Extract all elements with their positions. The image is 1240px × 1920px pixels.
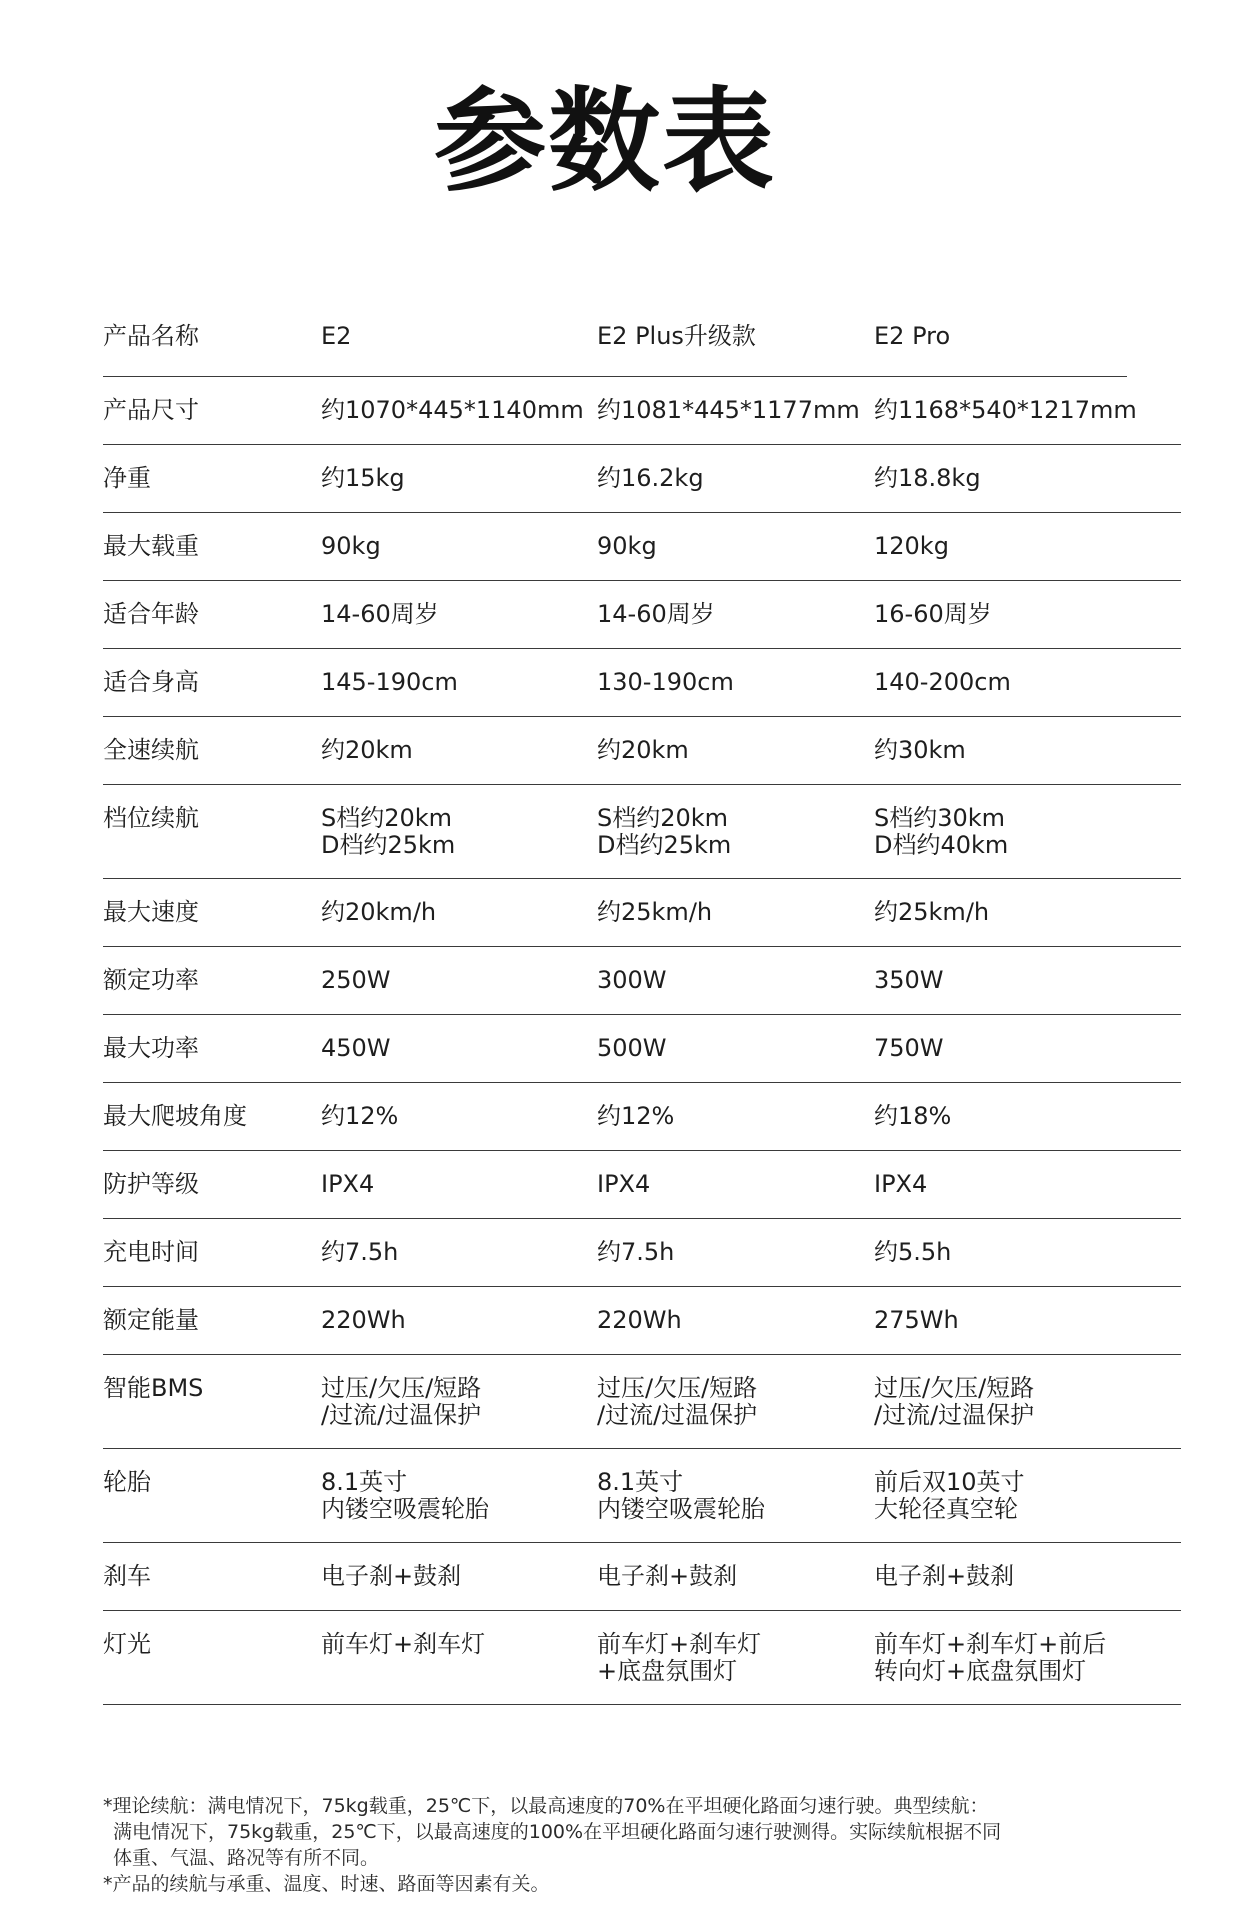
value-e2: 220Wh [321, 1306, 406, 1334]
value-e2-plus [597, 1631, 761, 1685]
value-e2: 约15kg [321, 464, 405, 492]
column-header-e2-pro: E2 Pro [874, 322, 951, 350]
row-label: 最大爬坡角度 [103, 1102, 247, 1130]
value-e2-plus: 220Wh [597, 1306, 682, 1334]
table-row [103, 1449, 1181, 1543]
table-row [103, 581, 1181, 649]
value-e2: 145-190cm [321, 668, 458, 696]
value-e2-plus [597, 1469, 765, 1523]
value-e2-pro: 约30km [874, 736, 966, 764]
table-row [103, 1219, 1181, 1287]
value-e2-pro: 约25km/h [874, 898, 990, 926]
value-line: S档约20km [597, 804, 729, 832]
table-row [103, 1611, 1181, 1705]
row-label: 额定能量 [103, 1306, 199, 1334]
value-e2-plus: IPX4 [597, 1170, 651, 1198]
table-row [103, 879, 1181, 947]
value-line: 内镂空吸震轮胎 [321, 1495, 489, 1523]
value-e2 [321, 805, 455, 859]
value-e2-plus [597, 1375, 757, 1429]
value-e2-pro: 750W [874, 1034, 944, 1062]
row-label: 档位续航 [103, 804, 199, 832]
value-line: 过压/欠压/短路 [874, 1374, 1035, 1402]
value-e2: IPX4 [321, 1170, 375, 1198]
row-label: 防护等级 [103, 1170, 199, 1198]
value-line: D档约40km [874, 831, 1009, 859]
value-line: 转向灯+底盘氛围灯 [874, 1657, 1087, 1685]
table-row [103, 785, 1181, 879]
value-e2: 250W [321, 966, 391, 994]
row-label: 净重 [103, 464, 151, 492]
row-label: 产品名称 [103, 322, 199, 350]
row-label: 全速续航 [103, 736, 199, 764]
value-e2-pro: 350W [874, 966, 944, 994]
value-e2-pro: IPX4 [874, 1170, 928, 1198]
value-e2-plus: 14-60周岁 [597, 600, 715, 628]
value-e2: 约1070*445*1140mm [321, 396, 584, 424]
table-row [103, 1355, 1181, 1449]
value-e2: 约12% [321, 1102, 399, 1130]
value-e2: 450W [321, 1034, 391, 1062]
value-line: 前后双10英寸 [874, 1468, 1025, 1496]
value-e2-pro: 140-200cm [874, 668, 1011, 696]
value-e2-pro [874, 1469, 1025, 1523]
row-label: 充电时间 [103, 1238, 199, 1266]
value-e2: 约20km [321, 736, 413, 764]
value-e2: 电子刹+鼓刹 [321, 1562, 462, 1590]
row-label: 智能BMS [103, 1374, 204, 1402]
value-e2-pro [874, 1375, 1034, 1429]
value-line: 前车灯+刹车灯 [597, 1630, 762, 1658]
value-line: /过流/过温保护 [597, 1401, 758, 1429]
value-line: S档约20km [321, 804, 453, 832]
table-row [103, 1083, 1181, 1151]
value-e2-plus: 约20km [597, 736, 689, 764]
value-e2: 约7.5h [321, 1238, 399, 1266]
value-e2-plus: 电子刹+鼓刹 [597, 1562, 738, 1590]
row-label: 刹车 [103, 1562, 151, 1590]
value-line: 内镂空吸震轮胎 [597, 1495, 765, 1523]
value-e2-plus: 约16.2kg [597, 464, 704, 492]
row-label: 最大功率 [103, 1034, 199, 1062]
footnote-line: 体重、气温、路况等有所不同。 [113, 1847, 380, 1869]
value-line: S档约30km [874, 804, 1006, 832]
value-line: 8.1英寸 [597, 1468, 684, 1496]
value-line: 8.1英寸 [321, 1468, 408, 1496]
column-header-e2-plus: E2 Plus升级款 [597, 322, 756, 350]
value-e2-pro: 约5.5h [874, 1238, 952, 1266]
page-title: 参数表 [434, 77, 776, 207]
value-e2-plus: 约7.5h [597, 1238, 675, 1266]
footnote [103, 1793, 1183, 1897]
table-row [103, 1151, 1181, 1219]
value-e2-pro [874, 1631, 1106, 1685]
table-row [103, 377, 1181, 445]
value-e2-pro: 120kg [874, 532, 949, 560]
spec-table [103, 303, 1181, 1705]
value-e2-pro: 16-60周岁 [874, 600, 992, 628]
value-e2-plus [597, 805, 731, 859]
value-line: 过压/欠压/短路 [597, 1374, 758, 1402]
value-e2-plus: 约1081*445*1177mm [597, 396, 860, 424]
value-line: /过流/过温保护 [321, 1401, 482, 1429]
value-e2-pro: 约1168*540*1217mm [874, 396, 1137, 424]
value-e2-plus: 300W [597, 966, 667, 994]
footnote-line: 满电情况下，75kg载重，25℃下，以最高速度的100%在平坦硬化路面匀速行驶测得。实际续航根据不同 [113, 1821, 1002, 1843]
row-label: 最大速度 [103, 898, 199, 926]
table-row [103, 947, 1181, 1015]
column-header-e2: E2 [321, 322, 352, 350]
value-e2: 约20km/h [321, 898, 437, 926]
row-label: 灯光 [103, 1630, 151, 1658]
value-line: 过压/欠压/短路 [321, 1374, 482, 1402]
value-e2 [321, 1375, 481, 1429]
table-row [103, 445, 1181, 513]
row-label: 最大载重 [103, 532, 199, 560]
value-line: 大轮径真空轮 [874, 1495, 1018, 1523]
table-row [103, 1287, 1181, 1355]
value-e2-pro [874, 805, 1008, 859]
value-line: /过流/过温保护 [874, 1401, 1035, 1429]
footnote-line: *产品的续航与承重、温度、时速、路面等因素有关。 [103, 1873, 550, 1895]
table-header-row [103, 303, 1127, 377]
table-row [103, 717, 1181, 785]
value-e2: 前车灯+刹车灯 [321, 1630, 486, 1658]
table-row [103, 1015, 1181, 1083]
row-label: 额定功率 [103, 966, 199, 994]
value-e2-pro: 约18.8kg [874, 464, 981, 492]
value-e2-pro: 275Wh [874, 1306, 959, 1334]
value-e2-pro: 电子刹+鼓刹 [874, 1562, 1015, 1590]
value-e2-plus: 约25km/h [597, 898, 713, 926]
value-e2-plus: 约12% [597, 1102, 675, 1130]
value-line: 前车灯+刹车灯+前后 [874, 1630, 1107, 1658]
value-e2-plus: 130-190cm [597, 668, 734, 696]
footnote-line: *理论续航：满电情况下，75kg载重，25℃下，以最高速度的70%在平坦硬化路面匀速行驶。典型续航： [103, 1795, 989, 1817]
value-e2 [321, 1469, 489, 1523]
value-e2-plus: 90kg [597, 532, 657, 560]
value-e2: 14-60周岁 [321, 600, 439, 628]
row-label: 适合身高 [103, 668, 199, 696]
row-label: 产品尺寸 [103, 396, 199, 424]
value-e2-plus: 500W [597, 1034, 667, 1062]
table-row [103, 513, 1181, 581]
value-line: D档约25km [321, 831, 456, 859]
value-line: +底盘氛围灯 [597, 1657, 738, 1685]
row-label: 适合年龄 [103, 600, 199, 628]
value-line: D档约25km [597, 831, 732, 859]
table-row [103, 649, 1181, 717]
value-e2-pro: 约18% [874, 1102, 952, 1130]
value-e2: 90kg [321, 532, 381, 560]
row-label: 轮胎 [103, 1468, 151, 1496]
table-row [103, 1543, 1181, 1611]
